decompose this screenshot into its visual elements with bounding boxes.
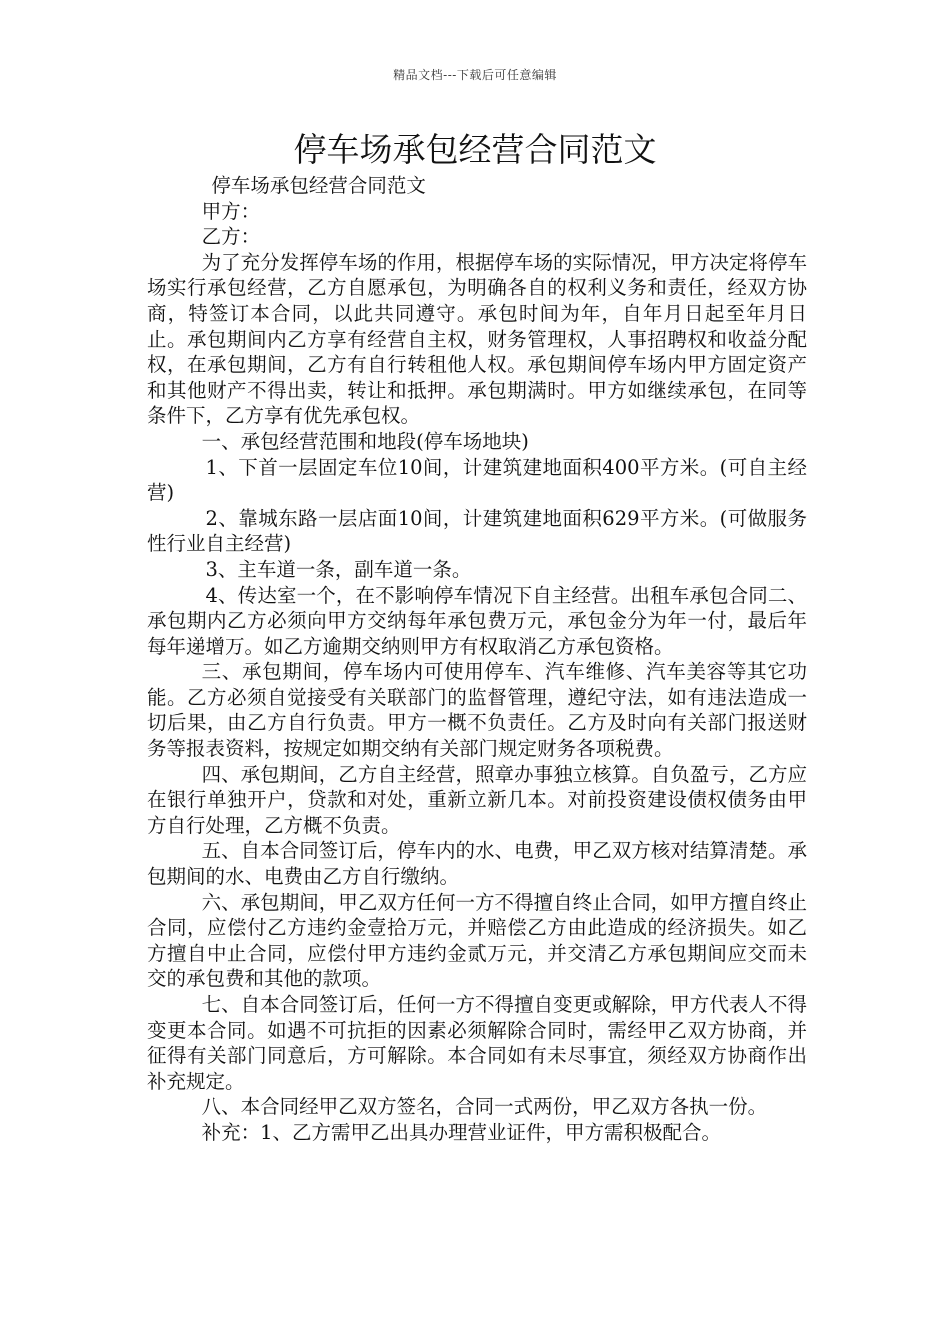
document-body bbox=[147, 173, 807, 1146]
subtitle: 停车场承包经营合同范文 bbox=[211, 174, 426, 197]
section-1-item-3: 3、主车道一条，副车道一条。 bbox=[205, 557, 472, 581]
section-1-item-2: 2、靠城东路一层店面10间，计建筑建地面积629平方米。(可做服务性行业自主经营) bbox=[147, 506, 807, 556]
party-a-line: 甲方： bbox=[201, 199, 261, 223]
section-1-heading: 一、承包经营范围和地段(停车场地块) bbox=[201, 429, 529, 453]
section-7-paragraph: 七、自本合同签订后，任何一方不得擅自变更或解除，甲方代表人不得变更本合同。如遇不可抗拒的因素必须解除合同时，需经甲乙双方协商，并征得有关部门同意后，方可解除。本合同如有未尽事宜，须经双方协商作出补充规定。 bbox=[147, 993, 807, 1093]
supplement-paragraph: 补充：1、乙方需甲乙出具办理营业证件，甲方需积极配合。 bbox=[201, 1120, 722, 1144]
section-1-item-4: 4、传达室一个，在不影响停车情况下自主经营。出租车承包合同二、承包期内乙方必须向甲方交纳每年承包费万元，承包金分为年一付，最后年每年递增万。如乙方逾期交纳则甲方有权取消乙方承包资格。 bbox=[147, 583, 807, 658]
section-1-item-1: 1、下首一层固定车位10间，计建筑建地面积400平方米。(可自主经营) bbox=[147, 455, 807, 505]
section-5-paragraph: 五、自本合同签订后，停车内的水、电费，甲乙双方核对结算清楚。承包期间的水、电费由乙方自行缴纳。 bbox=[147, 839, 807, 889]
section-4-paragraph: 四、承包期间，乙方自主经营，照章办事独立核算。自负盈亏，乙方应在银行单独开户，贷款和对处，重新立新几本。对前投资建设债权债务由甲方自行处理，乙方概不负责。 bbox=[147, 762, 807, 837]
intro-paragraph: 为了充分发挥停车场的作用，根据停车场的实际情况，甲方决定将停车场实行承包经营，乙方自愿承包，为明确各自的权利义务和责任，经双方协商，特签订本合同，以此共同遵守。承包时间为年，自年月日起至年月日止。承包期间内乙方享有经营自主权，财务管理权，人事招聘权和收益分配权，在承包期间，乙方有自行转租他人权。承包期间停车场内甲方固定资产和其他财产不得出卖，转让和抵押。承包期满时。甲方如继续承包，在同等条件下，乙方享有优先承包权。 bbox=[147, 250, 807, 428]
section-3-paragraph: 三、承包期间，停车场内可使用停车、汽车维修、汽车美容等其它功能。乙方必须自觉接受有关联部门的监督管理，遵纪守法，如有违法造成一切后果，由乙方自行负责。甲方一概不负责任。乙方及时向有关部门报送财务等报表资料，按规定如期交纳有关部门规定财务各项税费。 bbox=[147, 660, 807, 761]
section-8-paragraph: 八、本合同经甲乙双方签名，合同一式两份，甲乙双方各执一份。 bbox=[201, 1095, 768, 1119]
document-title: 停车场承包经营合同范文 bbox=[293, 130, 657, 169]
party-b-line: 乙方： bbox=[201, 225, 261, 249]
section-6-paragraph: 六、承包期间，甲乙双方任何一方不得擅自终止合同，如甲方擅自终止合同，应偿付乙方违约金壹拾万元，并赔偿乙方由此造成的经济损失。如乙方擅自中止合同，应偿付甲方违约金贰万元，并交清乙方承包期间应交而未交的承包费和其他的款项。 bbox=[147, 890, 807, 991]
header-note: 精品文档---下载后可任意编辑 bbox=[393, 68, 557, 82]
